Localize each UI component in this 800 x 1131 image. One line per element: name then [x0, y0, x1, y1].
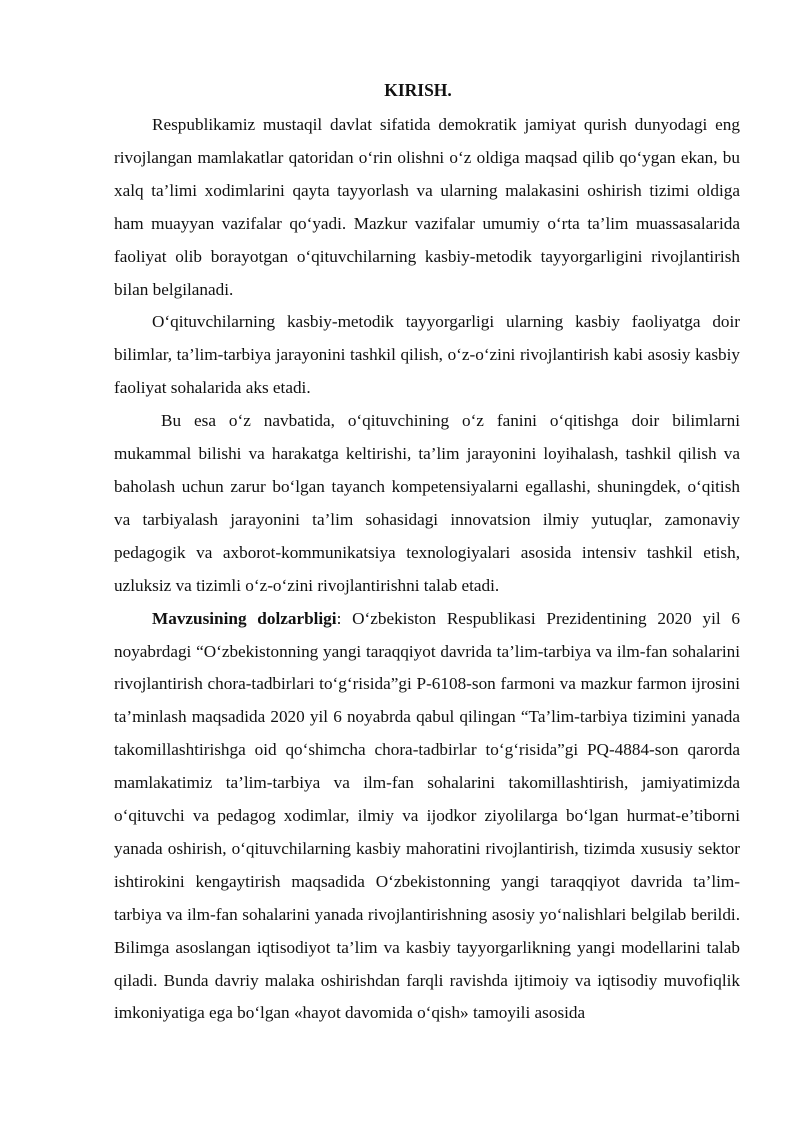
- paragraph-1: Respublikamiz mustaqil davlat sifatida demokratik jamiyat qurish dunyodagi eng rivojlangan mamlakatlar qatoridan o‘rin olishni o‘z oldiga maqsad qilib qo‘ygan ekan, bu xalq ta’limi xodimlarini qayta tayyorlash va ularning malakasini oshirish tizimi oldiga ham muayyan vazifalar qo‘yadi. Mazkur vazifalar umumiy o‘rta ta’lim muassasalarida faoliyat olib borayotgan o‘qituvchilarning kasbiy-metodik tayyorgarligini rivojlantirish bilan belgilanadi.: [114, 115, 740, 299]
- page-title: KIRISH.: [384, 80, 452, 100]
- paragraph-relevance: [114, 603, 740, 1031]
- relevance-heading: Mavzusining dolzarbligi: [152, 608, 337, 628]
- paragraph-2: O‘qituvchilarning kasbiy-metodik tayyorgarligi ularning kasbiy faoliyatga doir bilimlar, ta’lim-tarbiya jarayonini tashkil qilish, o‘z-o‘zini rivojlantirish kabi asosiy kasbiy faoliyat sohalarida aks etadi.: [114, 312, 740, 398]
- relevance-text: : O‘zbekiston Respublikasi Prezidentining 2020 yil 6 noyabrdagi “O‘zbekistonning yangi taraqqiyot davrida ta’lim-tarbiya va ilm-fan sohalarini rivojlantirish chora-tadbirlari to‘g‘risida”gi P-6108-son farmoni va mazkur farmon ijrosini ta’minlash maqsadida 2020 yil 6 noyabrda qabul qilingan “Ta’lim-tarbiya tizimini yanada takomillashtirishga oid qo‘shimcha chora-tadbirlar to‘g‘risida”gi PQ-4884-son qarorda mamlakatimiz ta’lim-tarbiya va ilm-fan sohalarini takomillashtirish, jamiyatimizda o‘qituvchi va pedagog xodimlar, ilmiy va ijodkor ziyolilarga bo‘lgan hurmat-e’tiborni yanada oshirish, o‘qituvchilarning kasbiy mahoratini rivojlantirish, tizimda xususiy sektor ishtirokini kengaytirish maqsadida O‘zbekistonning yangi taraqqiyot davrida ta’lim-tarbiya va ilm-fan sohalarini yanada rivojlantirishning asosiy yo‘nalishlari belgilab berildi. Bilimga asoslangan iqtisodiyot ta’lim va kasbiy tayyorgarlikning yangi modellarini talab qiladi. Bunda davriy malaka oshirishdan farqli ravishda ijtimoiy va iqtisodiy muvofiqlik imkoniyatiga ega bo‘lgan «hayot davomida o‘qish» tamoyili asosida: [114, 608, 740, 1023]
- paragraph-3: Bu esa o‘z navbatida, o‘qituvchining o‘z fanini o‘qitishga doir bilimlarni mukammal bilishi va harakatga keltirishi, ta’lim jarayonini loyihalash, tashkil qilish va baholash uchun zarur bo‘lgan tayanch kompetensiyalarni egallashi, shuningdek, o‘qitish va tarbiyalash jarayonini ta’lim sohasidagi innovatsion ilmiy yutuqlar, zamonaviy pedagogik va axborot-kommunikatsiya texnologiyalari asosida intensiv tashkil etish, uzluksiz va tizimli o‘z-o‘zini rivojlantirishni talab etadi.: [114, 411, 740, 595]
